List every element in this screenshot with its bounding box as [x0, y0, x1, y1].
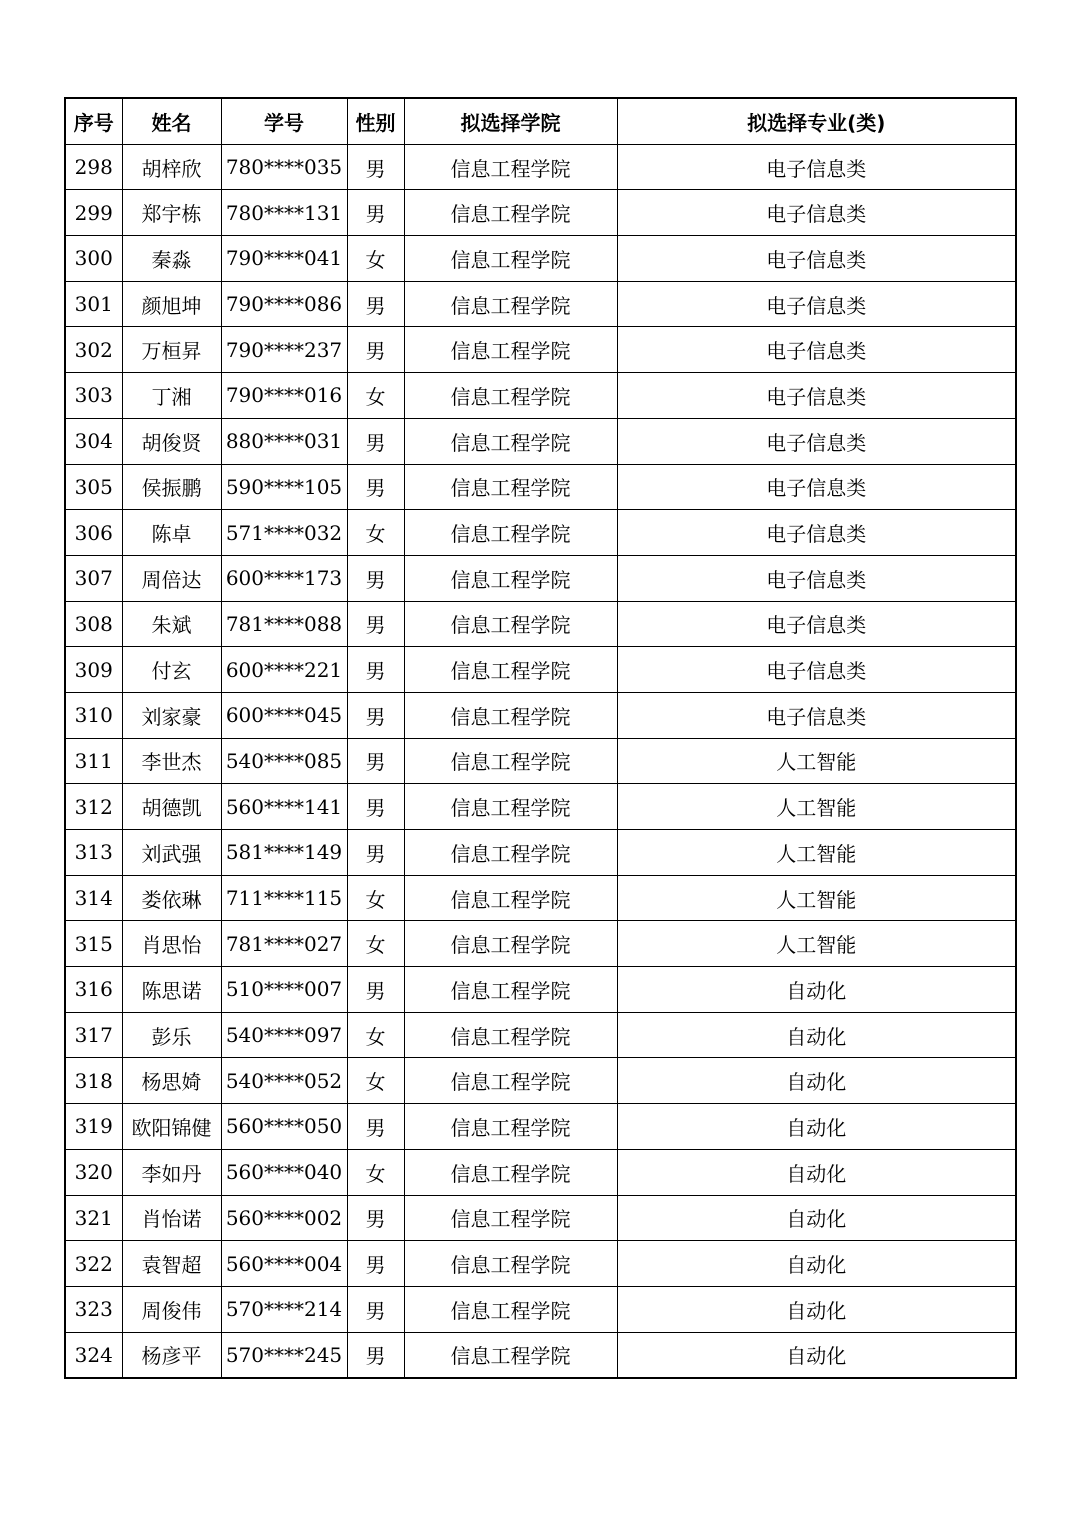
cell-college: 信息工程学院: [404, 190, 617, 236]
cell-seq: 318: [65, 1058, 122, 1104]
cell-college: 信息工程学院: [404, 692, 617, 738]
cell-student-id: 790****086: [221, 281, 347, 327]
cell-seq: 304: [65, 418, 122, 464]
cell-seq: 324: [65, 1332, 122, 1378]
cell-student-id: 570****214: [221, 1286, 347, 1332]
cell-gender: 男: [347, 967, 404, 1013]
cell-seq: 299: [65, 190, 122, 236]
cell-major: 人工智能: [617, 784, 1016, 830]
cell-major: 自动化: [617, 967, 1016, 1013]
cell-college: 信息工程学院: [404, 1241, 617, 1287]
cell-name: 胡俊贤: [122, 418, 221, 464]
cell-name: 陈思诺: [122, 967, 221, 1013]
cell-name: 胡德凯: [122, 784, 221, 830]
cell-college: 信息工程学院: [404, 418, 617, 464]
cell-student-id: 560****004: [221, 1241, 347, 1287]
cell-college: 信息工程学院: [404, 921, 617, 967]
cell-major: 电子信息类: [617, 144, 1016, 190]
cell-student-id: 781****088: [221, 601, 347, 647]
cell-seq: 301: [65, 281, 122, 327]
cell-name: 侯振鹏: [122, 464, 221, 510]
cell-major: 电子信息类: [617, 327, 1016, 373]
cell-major: 自动化: [617, 1012, 1016, 1058]
cell-student-id: 780****131: [221, 190, 347, 236]
cell-seq: 310: [65, 692, 122, 738]
cell-major: 电子信息类: [617, 510, 1016, 556]
cell-seq: 307: [65, 555, 122, 601]
cell-name: 肖思怡: [122, 921, 221, 967]
cell-seq: 309: [65, 647, 122, 693]
cell-college: 信息工程学院: [404, 784, 617, 830]
cell-seq: 313: [65, 830, 122, 876]
cell-gender: 男: [347, 144, 404, 190]
table-row: [65, 190, 1016, 236]
cell-gender: 男: [347, 1104, 404, 1150]
cell-seq: 300: [65, 236, 122, 282]
table-row: [65, 555, 1016, 601]
cell-college: 信息工程学院: [404, 875, 617, 921]
cell-gender: 女: [347, 236, 404, 282]
cell-student-id: 540****085: [221, 738, 347, 784]
cell-student-id: 510****007: [221, 967, 347, 1013]
cell-seq: 319: [65, 1104, 122, 1150]
cell-major: 电子信息类: [617, 418, 1016, 464]
header-seq: 序号: [65, 98, 122, 144]
cell-gender: 男: [347, 1241, 404, 1287]
cell-college: 信息工程学院: [404, 738, 617, 784]
cell-college: 信息工程学院: [404, 1195, 617, 1241]
cell-student-id: 781****027: [221, 921, 347, 967]
cell-student-id: 780****035: [221, 144, 347, 190]
header-major: 拟选择专业(类): [617, 98, 1016, 144]
cell-student-id: 540****052: [221, 1058, 347, 1104]
cell-gender: 男: [347, 1332, 404, 1378]
cell-name: 肖怡诺: [122, 1195, 221, 1241]
cell-name: 周俊伟: [122, 1286, 221, 1332]
cell-gender: 男: [347, 281, 404, 327]
cell-student-id: 600****045: [221, 692, 347, 738]
cell-seq: 305: [65, 464, 122, 510]
cell-major: 电子信息类: [617, 647, 1016, 693]
cell-major: 自动化: [617, 1149, 1016, 1195]
table-row: [65, 1058, 1016, 1104]
cell-major: 人工智能: [617, 875, 1016, 921]
cell-seq: 302: [65, 327, 122, 373]
cell-gender: 男: [347, 1286, 404, 1332]
cell-student-id: 540****097: [221, 1012, 347, 1058]
cell-college: 信息工程学院: [404, 464, 617, 510]
cell-major: 人工智能: [617, 921, 1016, 967]
cell-name: 娄依琳: [122, 875, 221, 921]
cell-name: 万桓昇: [122, 327, 221, 373]
cell-gender: 男: [347, 784, 404, 830]
cell-major: 自动化: [617, 1286, 1016, 1332]
cell-gender: 男: [347, 418, 404, 464]
cell-name: 秦淼: [122, 236, 221, 282]
table-row: [65, 875, 1016, 921]
cell-seq: 315: [65, 921, 122, 967]
cell-gender: 男: [347, 327, 404, 373]
cell-seq: 317: [65, 1012, 122, 1058]
cell-name: 杨思婍: [122, 1058, 221, 1104]
table-row: [65, 281, 1016, 327]
cell-gender: 女: [347, 1149, 404, 1195]
cell-major: 电子信息类: [617, 464, 1016, 510]
cell-gender: 男: [347, 647, 404, 693]
cell-seq: 322: [65, 1241, 122, 1287]
cell-gender: 男: [347, 555, 404, 601]
cell-name: 朱斌: [122, 601, 221, 647]
cell-gender: 女: [347, 875, 404, 921]
cell-gender: 女: [347, 373, 404, 419]
cell-gender: 男: [347, 830, 404, 876]
cell-college: 信息工程学院: [404, 647, 617, 693]
cell-gender: 男: [347, 692, 404, 738]
cell-name: 杨彦平: [122, 1332, 221, 1378]
cell-seq: 314: [65, 875, 122, 921]
cell-student-id: 560****002: [221, 1195, 347, 1241]
cell-gender: 男: [347, 601, 404, 647]
header-name: 姓名: [122, 98, 221, 144]
cell-seq: 321: [65, 1195, 122, 1241]
cell-name: 郑宇栋: [122, 190, 221, 236]
cell-seq: 320: [65, 1149, 122, 1195]
cell-name: 欧阳锦健: [122, 1104, 221, 1150]
cell-major: 自动化: [617, 1104, 1016, 1150]
cell-seq: 303: [65, 373, 122, 419]
table-row: [65, 464, 1016, 510]
cell-gender: 女: [347, 1012, 404, 1058]
cell-major: 电子信息类: [617, 601, 1016, 647]
cell-gender: 男: [347, 464, 404, 510]
cell-student-id: 880****031: [221, 418, 347, 464]
student-roster-table: [64, 97, 1017, 1379]
header-gender: 性别: [347, 98, 404, 144]
cell-gender: 男: [347, 1195, 404, 1241]
cell-major: 人工智能: [617, 738, 1016, 784]
cell-major: 自动化: [617, 1332, 1016, 1378]
table-row: [65, 327, 1016, 373]
cell-name: 袁智超: [122, 1241, 221, 1287]
cell-gender: 女: [347, 510, 404, 556]
cell-college: 信息工程学院: [404, 373, 617, 419]
header-student-id: 学号: [221, 98, 347, 144]
table-row: [65, 647, 1016, 693]
cell-college: 信息工程学院: [404, 1058, 617, 1104]
header-college: 拟选择学院: [404, 98, 617, 144]
cell-college: 信息工程学院: [404, 1104, 617, 1150]
cell-college: 信息工程学院: [404, 1332, 617, 1378]
table-row: [65, 1012, 1016, 1058]
table-row: [65, 1104, 1016, 1150]
cell-name: 彭乐: [122, 1012, 221, 1058]
cell-seq: 308: [65, 601, 122, 647]
cell-college: 信息工程学院: [404, 144, 617, 190]
table-row: [65, 738, 1016, 784]
table-row: [65, 1195, 1016, 1241]
cell-name: 刘武强: [122, 830, 221, 876]
cell-major: 电子信息类: [617, 190, 1016, 236]
cell-student-id: 581****149: [221, 830, 347, 876]
table-header-row: [65, 98, 1016, 144]
cell-major: 自动化: [617, 1241, 1016, 1287]
table-row: [65, 830, 1016, 876]
cell-student-id: 790****016: [221, 373, 347, 419]
table-row: [65, 236, 1016, 282]
cell-seq: 316: [65, 967, 122, 1013]
cell-college: 信息工程学院: [404, 236, 617, 282]
table-row: [65, 1332, 1016, 1378]
cell-name: 周倍达: [122, 555, 221, 601]
table-row: [65, 921, 1016, 967]
cell-name: 李世杰: [122, 738, 221, 784]
cell-student-id: 790****041: [221, 236, 347, 282]
table-row: [65, 784, 1016, 830]
cell-college: 信息工程学院: [404, 601, 617, 647]
table-row: [65, 373, 1016, 419]
cell-name: 丁湘: [122, 373, 221, 419]
cell-major: 电子信息类: [617, 692, 1016, 738]
cell-student-id: 600****221: [221, 647, 347, 693]
cell-college: 信息工程学院: [404, 327, 617, 373]
cell-seq: 312: [65, 784, 122, 830]
cell-name: 颜旭坤: [122, 281, 221, 327]
cell-student-id: 570****245: [221, 1332, 347, 1378]
cell-gender: 女: [347, 1058, 404, 1104]
table-row: [65, 510, 1016, 556]
cell-name: 刘家豪: [122, 692, 221, 738]
cell-name: 陈卓: [122, 510, 221, 556]
cell-student-id: 560****040: [221, 1149, 347, 1195]
cell-student-id: 560****050: [221, 1104, 347, 1150]
cell-college: 信息工程学院: [404, 281, 617, 327]
cell-major: 电子信息类: [617, 281, 1016, 327]
cell-name: 付玄: [122, 647, 221, 693]
cell-student-id: 590****105: [221, 464, 347, 510]
cell-name: 胡梓欣: [122, 144, 221, 190]
table-row: [65, 692, 1016, 738]
cell-seq: 323: [65, 1286, 122, 1332]
cell-college: 信息工程学院: [404, 555, 617, 601]
cell-major: 电子信息类: [617, 373, 1016, 419]
table-row: [65, 144, 1016, 190]
cell-student-id: 600****173: [221, 555, 347, 601]
cell-college: 信息工程学院: [404, 1149, 617, 1195]
cell-college: 信息工程学院: [404, 967, 617, 1013]
table-row: [65, 967, 1016, 1013]
cell-major: 电子信息类: [617, 555, 1016, 601]
table-row: [65, 601, 1016, 647]
cell-major: 自动化: [617, 1195, 1016, 1241]
cell-seq: 311: [65, 738, 122, 784]
cell-student-id: 790****237: [221, 327, 347, 373]
cell-student-id: 560****141: [221, 784, 347, 830]
cell-major: 自动化: [617, 1058, 1016, 1104]
cell-gender: 女: [347, 921, 404, 967]
table-body: [65, 144, 1016, 1378]
cell-name: 李如丹: [122, 1149, 221, 1195]
cell-student-id: 571****032: [221, 510, 347, 556]
cell-student-id: 711****115: [221, 875, 347, 921]
cell-college: 信息工程学院: [404, 510, 617, 556]
cell-gender: 男: [347, 190, 404, 236]
cell-major: 人工智能: [617, 830, 1016, 876]
cell-seq: 298: [65, 144, 122, 190]
cell-gender: 男: [347, 738, 404, 784]
table-row: [65, 1286, 1016, 1332]
table-row: [65, 1149, 1016, 1195]
table-row: [65, 1241, 1016, 1287]
cell-college: 信息工程学院: [404, 1012, 617, 1058]
table-row: [65, 418, 1016, 464]
cell-college: 信息工程学院: [404, 830, 617, 876]
cell-major: 电子信息类: [617, 236, 1016, 282]
cell-seq: 306: [65, 510, 122, 556]
cell-college: 信息工程学院: [404, 1286, 617, 1332]
